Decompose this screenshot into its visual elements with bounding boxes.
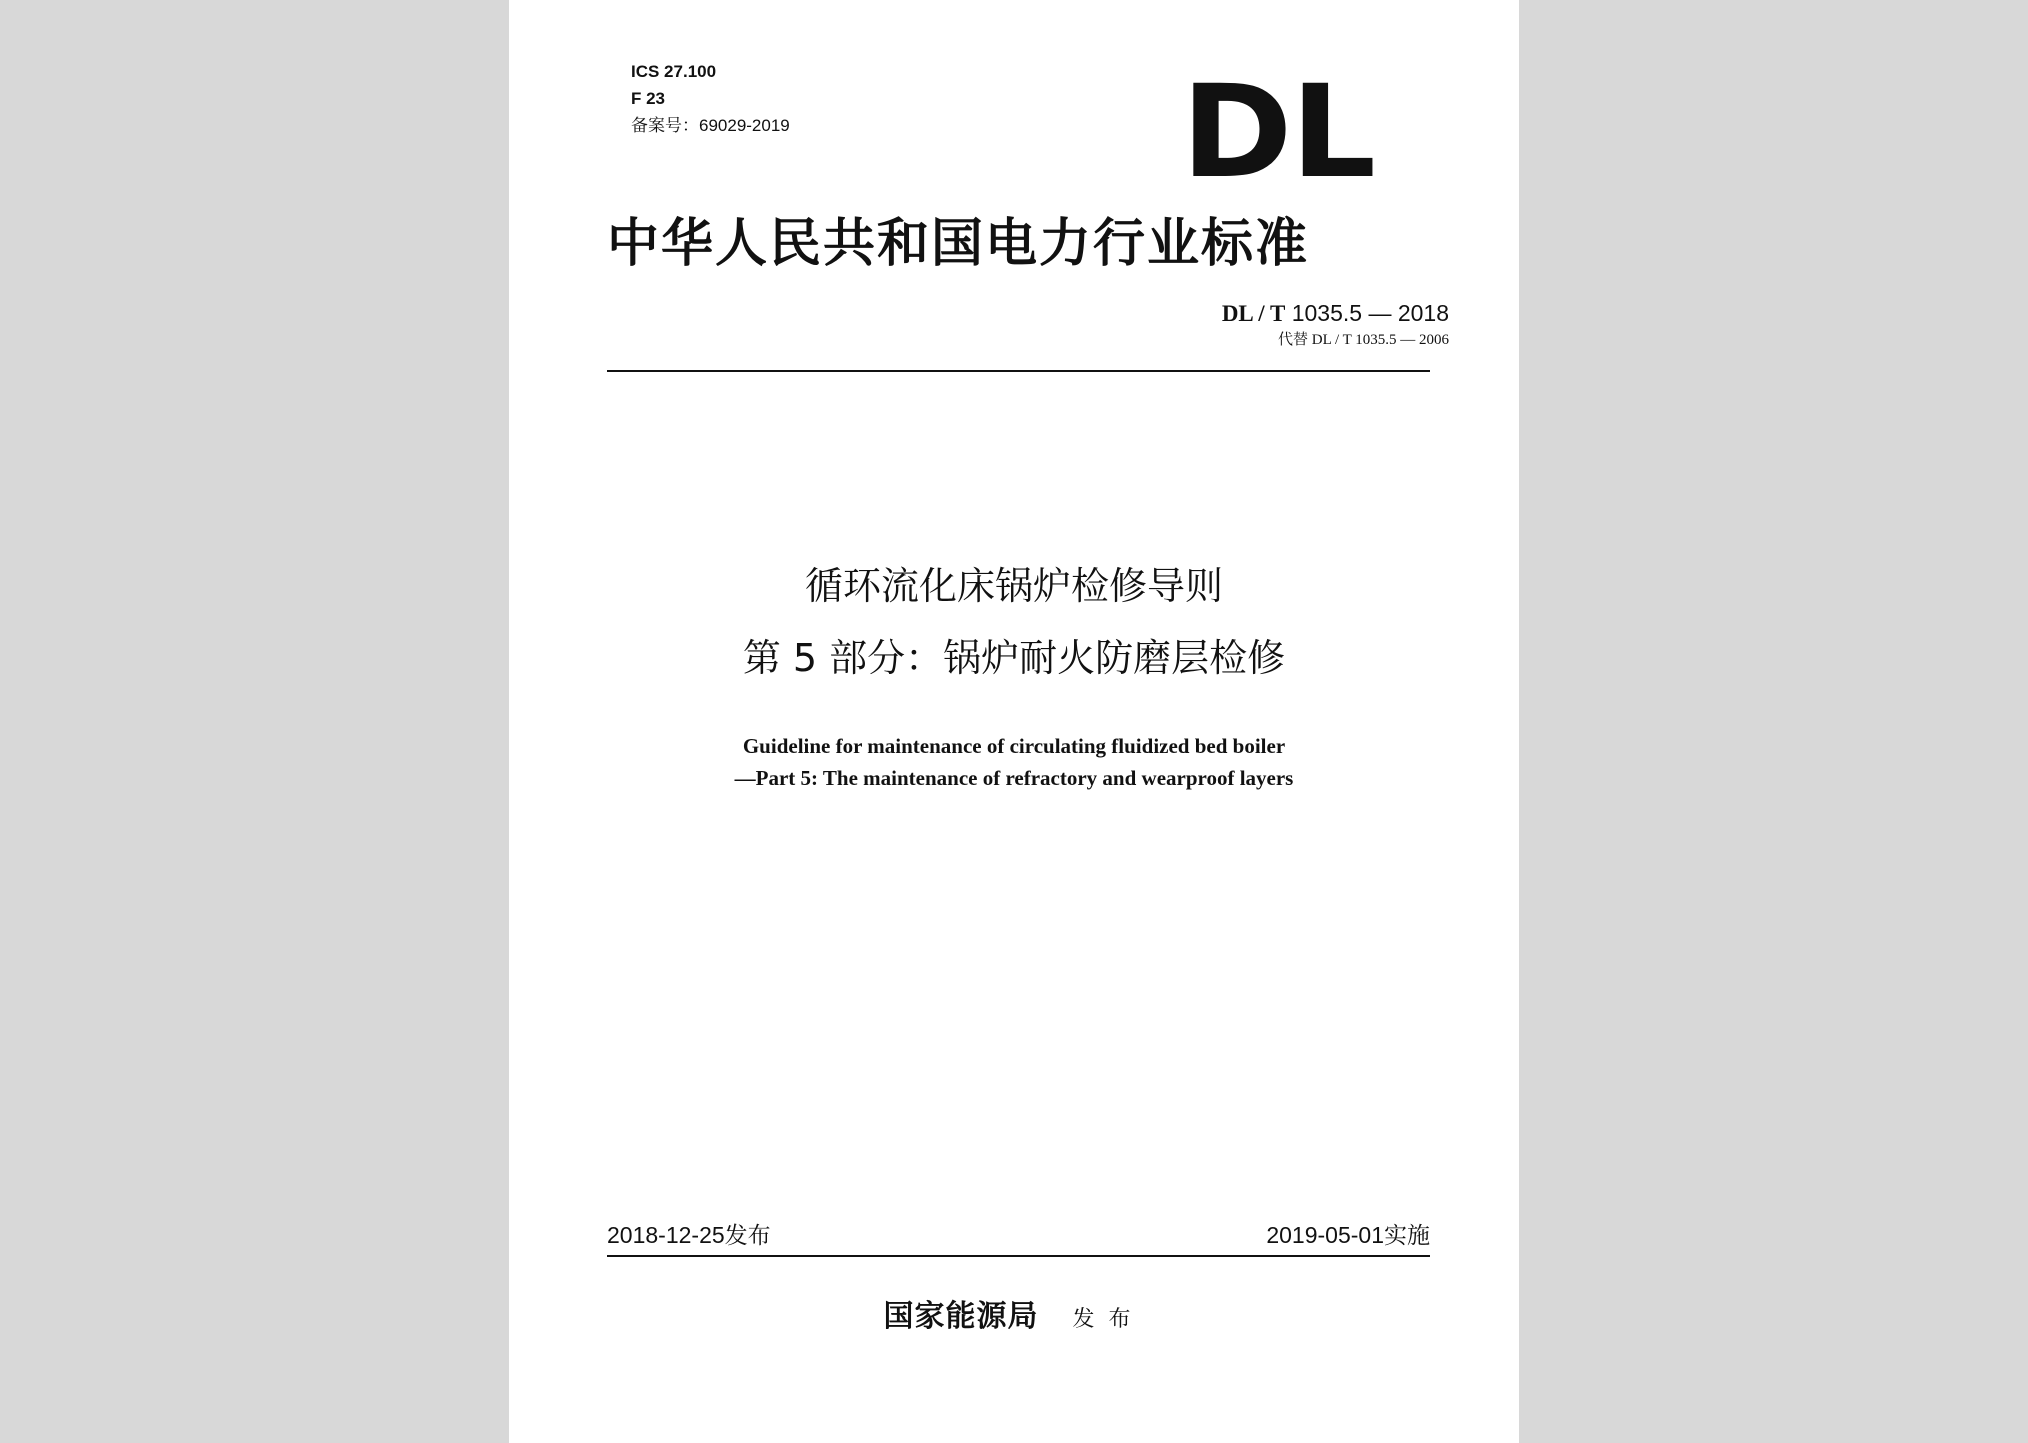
publisher-name: 国家能源局 [883, 1299, 1039, 1334]
replaces-standard: 代替 DL / T 1035.5 — 2006 [1278, 332, 1449, 348]
title-en [509, 730, 1519, 794]
ics-code: ICS 27.100 [631, 62, 717, 81]
issue-date: 2018-12-25发布 [607, 1222, 771, 1248]
effective-date: 2019-05-01实施 [1266, 1222, 1430, 1248]
title-cn-line1: 循环流化床锅炉检修导则 [804, 564, 1223, 608]
top-divider [607, 370, 1430, 372]
publish-action: 发布 [1072, 1307, 1145, 1332]
classification-block [631, 58, 790, 139]
document-page [509, 0, 1519, 1443]
title-cn-line2: 第 5 部分：锅炉耐火防磨层检修 [742, 636, 1286, 680]
standard-number [1222, 298, 1449, 329]
title-en-line1: Guideline for maintenance of circulating fluidized bed boiler [742, 734, 1286, 758]
standard-code: 1035.5 — 2018 [1291, 300, 1449, 326]
standard-prefix: DL / T [1221, 301, 1286, 326]
dl-logo: DL [1181, 58, 1375, 207]
bottom-divider [607, 1255, 1430, 1257]
publisher [509, 1294, 1519, 1344]
date-row [607, 1218, 1430, 1252]
standard-number-block [1222, 298, 1449, 351]
org-title: 中华人民共和国电力行业标准 [607, 213, 1310, 274]
class-code: F 23 [631, 89, 666, 108]
title-en-line2: —Part 5: The maintenance of refractory and wearproof layers [734, 766, 1294, 790]
record-number: 备案号：69029-2019 [631, 116, 790, 135]
